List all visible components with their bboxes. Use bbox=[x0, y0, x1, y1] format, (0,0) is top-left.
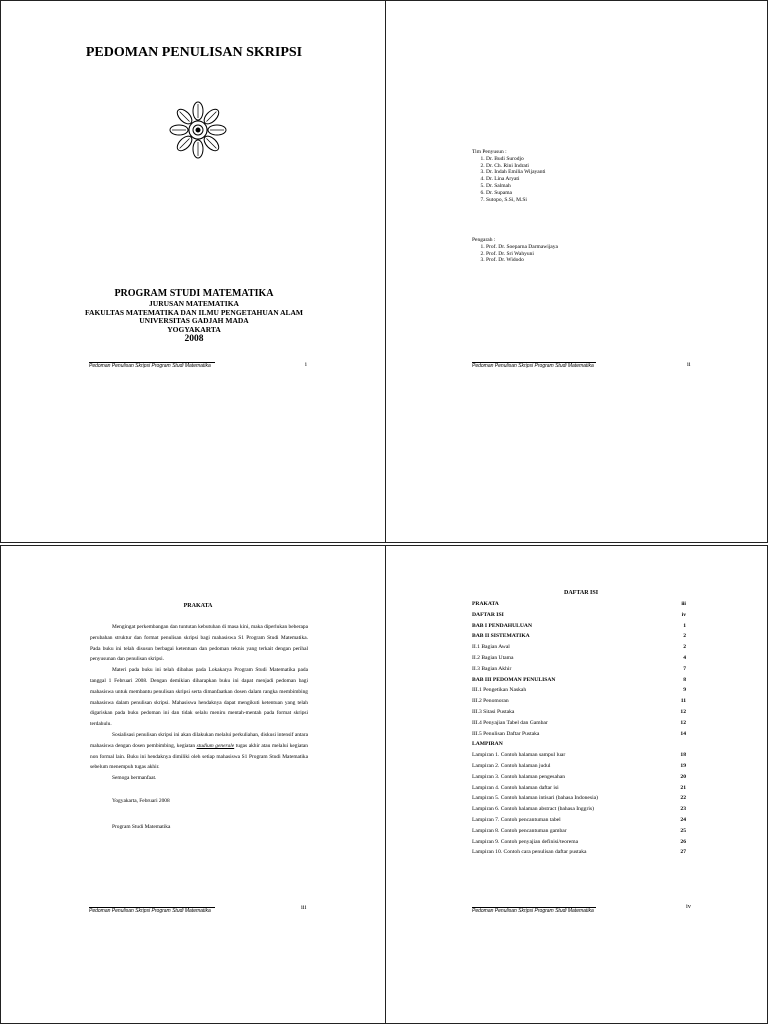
toc-row[interactable] bbox=[472, 644, 686, 653]
toc-row[interactable] bbox=[472, 785, 686, 794]
toc-row[interactable] bbox=[472, 849, 686, 858]
toc-entry-page: 21 bbox=[680, 784, 686, 791]
list-item: 2. Prof. Dr. Sri Wahyuni bbox=[486, 251, 558, 258]
toc-row[interactable] bbox=[472, 731, 686, 740]
toc-row[interactable] bbox=[472, 752, 686, 761]
toc-entry-page: 20 bbox=[680, 773, 686, 780]
list-item: 4. Dr. Lina Aryati bbox=[486, 176, 546, 183]
preface-paragraph-2: Materi pada buku ini telah dibahas pada Lokakarya Program Studi Matematika pada tanggal 1 Februari 2008. Dengan demikian diharapkan buku ini dapat menjadi pedoman bagi mahasiswa untuk membantu penulisan skripsi serta dimanfaatkan dosen dalam rangka membimbing mahasiswa dalam penulisan skripsi. Mahasiswa hendaknya dapat mengikuti ketentuan yang telah digariskan pada buku pedoman ini dan tidak selalu meniru mentah-mentah pada format skripsi terdahulu. bbox=[90, 667, 308, 728]
publication-year: 2008 bbox=[184, 334, 204, 345]
toc-entry-title: Lampiran 1. Contoh halaman sampul luar bbox=[472, 752, 566, 759]
department-name: JURUSAN MATEMATIKA bbox=[149, 299, 239, 308]
toc-row[interactable] bbox=[472, 817, 686, 826]
toc-entry-page: 8 bbox=[683, 676, 686, 683]
footer-text: Pedoman Penulisan Skripsi Program Studi Matematika bbox=[472, 363, 594, 369]
footer-text: Pedoman Penulisan Skripsi Program Studi Matematika bbox=[89, 908, 211, 914]
toc-entry-page: 25 bbox=[680, 827, 686, 834]
list-item: 7. Sutopo, S.Si, M.Si bbox=[486, 197, 546, 204]
toc-row[interactable] bbox=[472, 709, 686, 718]
toc-entry-title: Lampiran 7. Contoh pencantuman tabel bbox=[472, 817, 561, 823]
toc-row[interactable] bbox=[472, 806, 686, 815]
toc-entry-page: 18 bbox=[680, 752, 686, 759]
toc-entry-page: 2 bbox=[683, 633, 686, 640]
toc-row[interactable] bbox=[472, 774, 686, 783]
toc-entry-page: iv bbox=[681, 611, 686, 618]
toc-entry-page: 24 bbox=[680, 817, 686, 823]
university-seal-logo bbox=[167, 99, 229, 161]
toc-entry-page: 7 bbox=[683, 665, 686, 672]
toc-entry-title: Lampiran 3. Contoh halaman pengesahan bbox=[472, 773, 566, 780]
toc-row[interactable] bbox=[472, 720, 686, 729]
toc-row[interactable] bbox=[472, 623, 686, 632]
toc-heading: DAFTAR ISI bbox=[564, 590, 599, 596]
list-item: 1. Prof. Dr. Soeparna Darmawijaya bbox=[486, 244, 558, 251]
preface-signature: Program Studi Matematika bbox=[112, 824, 171, 830]
preface-closing: Semoga bermanfaat. bbox=[112, 775, 157, 782]
toc-entry-page: 19 bbox=[680, 763, 686, 769]
page-number: iii bbox=[301, 904, 307, 911]
toc-list bbox=[472, 601, 686, 856]
toc-entry-title: BAB III PEDOMAN PENULISAN bbox=[472, 676, 556, 683]
toc-row[interactable] bbox=[472, 687, 686, 696]
toc-row[interactable] bbox=[472, 698, 686, 707]
toc-entry-page: 14 bbox=[680, 730, 686, 737]
toc-entry-title: DAFTAR ISI bbox=[472, 611, 504, 618]
studium-generale-term: studium generale bbox=[196, 742, 235, 749]
preface-paragraph-1: Mengingat perkembangan dan tuntutan kebutuhan di masa kini, maka diperlukan beberapa perubahan struktur dan format penulisan skripsi bagi mahasiswa S1 Program Studi Matematika. Pada buku ini telah disusun berbagai ketentuan dan pedoman teknis yang terkait dengan perihal penyusunan dan penulisan skripsi. bbox=[90, 624, 308, 663]
page-preface bbox=[0, 545, 386, 1024]
advisor-list bbox=[472, 244, 558, 264]
toc-entry-page: 23 bbox=[680, 806, 686, 813]
toc-entry-title: Lampiran 6. Contoh halaman abstract (bahasa Inggris) bbox=[472, 806, 594, 813]
toc-entry-title: III.5 Penulisan Daftar Pustaka bbox=[472, 730, 540, 737]
toc-entry-page: 12 bbox=[680, 709, 686, 715]
toc-row[interactable] bbox=[472, 612, 686, 621]
toc-entry-title: III.1 Pengetikan Naskah bbox=[472, 687, 527, 694]
toc-row[interactable] bbox=[472, 795, 686, 804]
toc-row[interactable] bbox=[472, 828, 686, 837]
toc-entry-title: II.2 Bagian Utama bbox=[472, 655, 514, 661]
preface-paragraph-3-end: tugas akhir atau melalui kegiatan non formal lain. Buku ini hendaknya dimiliki oleh setiap mahasiswa S1 Program Studi Matematika sebelum menempuh tugas akhir. bbox=[90, 742, 308, 771]
toc-entry-title: III.3 Sitasi Pustaka bbox=[472, 709, 515, 715]
toc-row[interactable] bbox=[472, 633, 686, 642]
page-team bbox=[385, 0, 768, 543]
toc-entry-title: Lampiran 9. Contoh penyajian definisi/teorema bbox=[472, 838, 579, 845]
page-number: i bbox=[305, 361, 307, 368]
toc-entry-title: PRAKATA bbox=[472, 601, 499, 607]
toc-entry-page: 26 bbox=[680, 838, 686, 845]
toc-entry-page: 9 bbox=[683, 687, 686, 694]
toc-entry-title: BAB I PENDAHULUAN bbox=[472, 622, 532, 629]
toc-entry-page: 27 bbox=[680, 849, 686, 856]
toc-entry-title: Lampiran 4. Contoh halaman daftar isi bbox=[472, 784, 559, 791]
toc-entry-title: Lampiran 10. Contoh cara penulisan daftar pustaka bbox=[472, 849, 587, 856]
preface-heading: PRAKATA bbox=[183, 603, 213, 609]
list-item: 3. Dr. Indah Emilia Wijayanti bbox=[486, 169, 546, 176]
toc-entry-page: 2 bbox=[683, 644, 686, 651]
toc-row[interactable] bbox=[472, 763, 686, 772]
list-item: 5. Dr. Salmah bbox=[486, 183, 546, 190]
university-name: UNIVERSITAS GADJAH MADA bbox=[139, 316, 249, 326]
toc-entry-title: Lampiran 5. Contoh halaman intisari (bahasa Indonesia) bbox=[472, 795, 598, 802]
toc-entry-title: II.3 Bagian Akhir bbox=[472, 665, 512, 672]
toc-entry-page: 1 bbox=[683, 622, 686, 629]
list-item: 1. Dr. Budi Surodjo bbox=[486, 156, 546, 163]
toc-row[interactable] bbox=[472, 655, 686, 664]
preface-paragraph-3 bbox=[90, 730, 308, 773]
page-number: ii bbox=[687, 361, 691, 368]
toc-entry-page: iii bbox=[681, 601, 686, 607]
list-item: 3. Prof. Dr. Widodo bbox=[486, 257, 558, 264]
footer-text: Pedoman Penulisan Skripsi Program Studi Matematika bbox=[89, 363, 211, 369]
preface-place-date: Yogyakarta, Februari 2008 bbox=[112, 798, 170, 804]
list-item: 2. Dr. Ch. Rini Indrati bbox=[486, 163, 546, 170]
cover-title: PEDOMAN PENULISAN SKRIPSI bbox=[85, 45, 303, 60]
toc-row[interactable] bbox=[472, 741, 686, 750]
toc-entry-page: 22 bbox=[680, 795, 686, 802]
program-name: PROGRAM STUDI MATEMATIKA bbox=[114, 288, 274, 299]
footer-text: Pedoman Penulisan Skripsi Program Studi Matematika bbox=[472, 908, 594, 914]
toc-entry-title: BAB II SISTEMATIKA bbox=[472, 633, 530, 640]
page-cover bbox=[0, 0, 386, 543]
advisor-heading: Pengarah : bbox=[472, 237, 496, 243]
team-list bbox=[472, 156, 546, 204]
toc-row[interactable] bbox=[472, 666, 686, 675]
toc-entry-page: 4 bbox=[683, 655, 686, 661]
page-number: iv bbox=[686, 903, 692, 910]
toc-entry-title: Lampiran 8. Contoh pencantuman gambar bbox=[472, 827, 567, 834]
team-heading: Tim Penyusun : bbox=[472, 149, 507, 155]
toc-entry-title: III.4 Penyajian Tabel dan Gambar bbox=[472, 719, 548, 726]
toc-entry-title: III.2 Penomoran bbox=[472, 698, 509, 705]
page-table-of-contents bbox=[385, 545, 768, 1024]
toc-entry-title: LAMPIRAN bbox=[472, 741, 503, 748]
list-item: 6. Dr. Supama bbox=[486, 190, 546, 197]
toc-entry-page: 11 bbox=[680, 698, 686, 705]
toc-row[interactable] bbox=[472, 677, 686, 686]
toc-row[interactable] bbox=[472, 601, 686, 610]
faculty-name: FAKULTAS MATEMATIKA DAN ILMU PENGETAHUAN ALAM bbox=[85, 307, 303, 317]
toc-row[interactable] bbox=[472, 839, 686, 848]
toc-entry-title: Lampiran 2. Contoh halaman judul bbox=[472, 763, 551, 769]
preface-paragraph-3-start: Sosialisasi penulisan skripsi ini akan dilakukan melalui perkuliahan, diskusi intensif antara mahasiswa dengan dosen pembimbing, kegiatan bbox=[90, 731, 308, 749]
city-name: YOGYAKARTA bbox=[167, 324, 221, 334]
toc-entry-title: II.1 Bagian Awal bbox=[472, 644, 510, 651]
toc-entry-page: 12 bbox=[680, 719, 686, 726]
